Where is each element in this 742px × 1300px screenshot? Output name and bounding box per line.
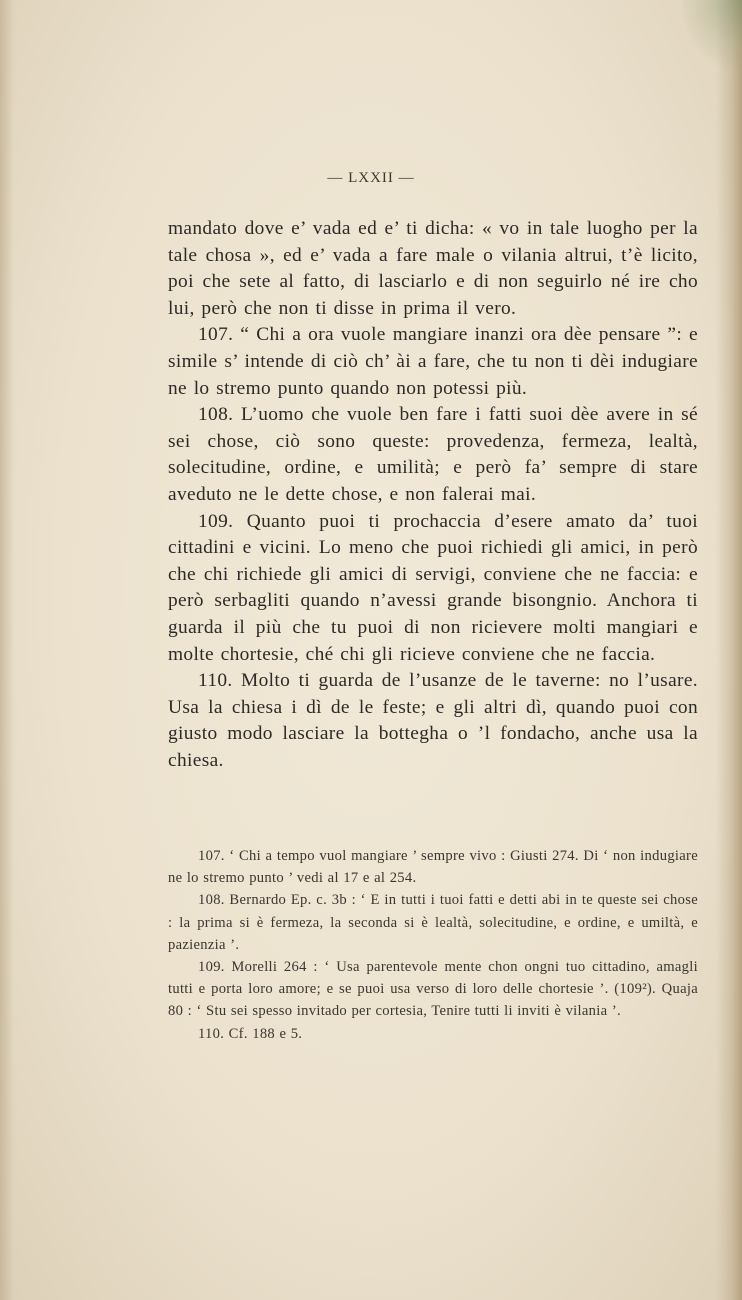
note-110: 110. Cf. 188 e 5. [198,1025,303,1042]
note-107: 107. ‘ Chi a tempo vuol mangiare ’ sempre vivo : Giusti 274. Di ‘ non indugiare ne lo stremo punto ’ vedi al 17 e al 254. [168,848,698,887]
note-109: 109. Morelli 264 : ‘ Usa parentevole mente chon ongni tuo cittadino, amagli tutti e porta loro amore; e se puoi usa verso di loro delle chortesie ’. (109²). Quaja 80 : ‘ Stu sei spesso invitado per cortesia, Tenire tutti li inviti è vilania ’. [168,959,698,1020]
page-edge-left [0,0,14,1300]
paragraph-continuation: mandato dove e’ vada ed e’ ti dicha: « vo in tale luogho per la tale chosa », ed e’ vada a fare male o vilania altrui, t’è licito, poi che sete al fatto, di lasciarlo e di non seguirlo né ire cho lui, però che non ti disse in prima il vero. [168,218,698,319]
page-corner-stain [682,0,742,70]
paragraph-110: 110. Molto ti guarda de l’usanze de le taverne: no l’usare. Usa la chiesa i dì de le feste; e gli altri dì, quando puoi con giusto modo lasciare la bottegha o ’l fondacho, anche usa la chiesa. [168,670,698,771]
page-edge-right [716,0,742,1300]
note-108: 108. Bernardo Ep. c. 3b : ‘ E in tutti i tuoi fatti e detti abi in te queste sei chose : la prima si è fermeza, la seconda si è lealtà, solecitudine, e ordine, e umiltà, e pazienzia ’. [168,892,698,953]
main-text [168,216,698,774]
footnotes [168,845,698,1045]
paragraph-108: 108. L’uomo che vuole ben fare i fatti suoi dèe avere in sé sei chose, ciò sono queste: provedenza, fermeza, lealtà, solecitudine, ordine, e umilità; e però fa’ sempre di stare aveduto ne le dette chose, e non falerai mai. [168,404,698,505]
paragraph-109: 109. Quanto puoi ti prochaccia d’esere amato da’ tuoi cittadini e vicini. Lo meno che puoi richiedi gli amici, in però che chi richiede gli amici di servigi, conviene che ne faccia: e però serbagliti quando n’avessi grande bisongnio. Anchora ti guarda il più che tu puoi di non ricievere molti mangiari e molte chortesie, ché chi gli ricieve conviene che ne faccia. [168,510,698,665]
page-number: — LXXII — [327,170,415,186]
paragraph-107: 107. “ Chi a ora vuole mangiare inanzi ora dèe pensare ”: e simile s’ intende di ciò ch’ ài a fare, che tu non ti dèi indugiare ne lo stremo punto quando non potessi più. [168,324,698,399]
